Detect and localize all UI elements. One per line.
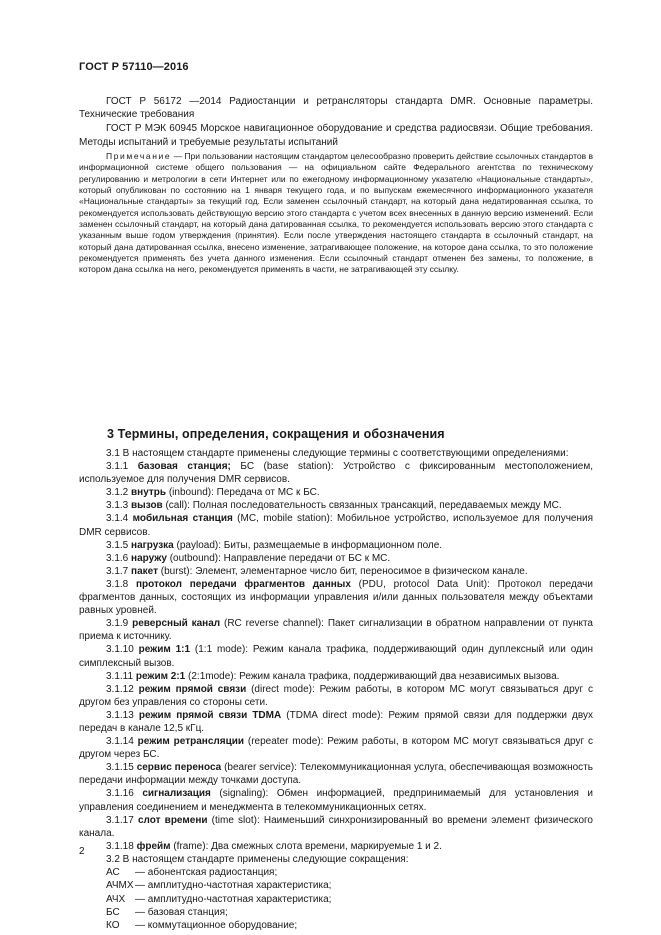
term-paragraph: 3.1.18 фрейм (frame): Два смежных слота времени, маркируемые 1 и 2.	[106, 840, 442, 852]
term-paragraph: 3.1.9 реверсный канал (RC reverse channel): Пакет сигнализации в обратном направлении от пункта приема к источнику.	[79, 618, 593, 643]
note-paragraph	[79, 151, 593, 276]
term-paragraph: 3.1.17 слот времени (time slot): Наименьший синхронизированный во времени элемент физического канала.	[79, 814, 593, 839]
term-paragraph: 3.1.16 сигнализация (signaling): Обмен информацией, предпринимаемый для установления и управления соединением и менеджмента в телекоммуникационных сетях.	[79, 788, 593, 813]
term-paragraph: 3.1.1 базовая станция; БС (base station): Устройство с фиксированным местоположением, используемое для получения DMR сервисов.	[79, 461, 593, 486]
section-heading: 3 Термины, определения, сокращения и обозначения	[107, 427, 445, 441]
term-paragraph: 3.1.6 наружу (outbound): Направление передачи от БС к МС.	[106, 552, 391, 564]
term-paragraph: 3.1 В настоящем стандарте применены следующие термины с соответствующими определениями:	[106, 448, 569, 459]
term-paragraph: 3.1.4 мобильная станция (МС, mobile station): Мобильное устройство, используемое для получения DMR сервисов.	[79, 513, 593, 538]
normative-references	[79, 95, 593, 150]
terms-list	[79, 447, 593, 932]
abbreviation-code: АЧМХ	[106, 880, 134, 892]
abbreviations-list	[79, 866, 593, 932]
reference-item: ГОСТ Р МЭК 60945 Морское навигационное оборудование и средства радиосвязи. Общие требования. Методы испытаний и требуемые результаты испытаний	[79, 123, 593, 148]
term-paragraph: 3.1.11 режим 2:1 (2:1mode): Режим канала трафика, поддерживающий два независимых вызова.	[106, 670, 560, 682]
abbreviation-code: КО	[106, 920, 120, 932]
term-paragraph: 3.1.5 нагрузка (payload): Биты, размещаемые в информационном поле.	[106, 539, 443, 551]
term-paragraph: 3.1.7 пакет (burst): Элемент, элементарное число бит, переносимое в физическом канале.	[106, 565, 528, 577]
abbreviation-row	[79, 906, 593, 919]
abbreviation-definition: — базовая станция;	[135, 906, 228, 918]
abbreviation-row	[79, 919, 593, 932]
page-number: 2	[79, 846, 85, 857]
abbreviation-code: БС	[106, 906, 120, 918]
term-paragraph: 3.1.14 режим ретрансляции (repeater mode): Режим работы, в котором МС могут связываться друг с другом через БС.	[79, 736, 593, 761]
abbreviation-definition: — амплитудно-частотная характеристика;	[135, 880, 332, 892]
abbreviation-code: АЧХ	[106, 893, 126, 905]
term-paragraph: 3.2 В настоящем стандарте применены следующие сокращения:	[106, 853, 409, 865]
note-label: Примечание	[106, 151, 172, 161]
abbreviation-definition: — абонентская радиостанция;	[135, 867, 278, 878]
abbreviation-definition: — коммутационное оборудование;	[135, 920, 298, 932]
term-paragraph: 3.1.13 режим прямой связи TDMA (TDMA direct mode): Режим прямой связи для поддержки двух передач в канале 12,5 кГц.	[79, 709, 593, 734]
term-paragraph: 3.1.15 сервис переноса (bearer service): Телекоммуникационная услуга, обеспечивающая возможность передачи информации между точками доступа.	[79, 762, 593, 787]
standard-header: ГОСТ Р 57110—2016	[79, 61, 189, 73]
abbreviation-row	[79, 866, 593, 879]
term-paragraph: 3.1.2 внутрь (inbound): Передача от МС к БС.	[106, 487, 320, 499]
reference-item: ГОСТ Р 56172 —2014 Радиостанции и ретрансляторы стандарта DMR. Основные параметры. Технические требования	[79, 96, 593, 121]
term-paragraph: 3.1.8 протокол передачи фрагментов данных (PDU, protocol Data Unit): Протокол передачи фрагментов данных, состоящих из информации управления и/или данных пользователя между объектами равных уровней.	[79, 578, 593, 617]
term-paragraph: 3.1.12 режим прямой связи (direct mode): Режим работы, в котором МС могут связываться друг с другом без управления со стороны сети.	[79, 683, 593, 708]
abbreviation-row	[79, 879, 593, 892]
abbreviation-row	[79, 893, 593, 906]
abbreviation-code: АС	[106, 867, 120, 878]
term-paragraph: 3.1.10 режим 1:1 (1:1 mode): Режим канала трафика, поддерживающий один дуплексный или один симплексный вызов.	[79, 644, 593, 669]
note-text: — При пользовании настоящим стандартом целесообразно проверить действие ссылочных стандартов в информационной системе общего пользования — на официальном сайте Федерального агентства по техническому регулированию и метрологии в сети Интернет или по ежегодному информационному указателю «Национальные стандарты», который опубликован по состоянию на 1 января текущего года, и по выпускам ежемесячного информационного указателя «Национальные стандарты» за текущий год. Если заменен ссылочный стандарт, на который дана недатированная ссылка, то рекомендуется использовать действующую версию этого стандарта с учетом всех внесенных в данную версию изменений. Если заменен ссылочный стандарт, на который дана датированная ссылка, то рекомендуется использовать версию этого стандарта с указанным выше годом утверждения (принятия). Если после утверждения настоящего стандарта в ссылочный стандарт, на который дана датированная ссылка, внесено изменение, затрагивающее положение, на которое дана ссылка, то это положение рекомендуется применять без учета данного изменения. Если ссылочный стандарт отменен без замены, то положение, в котором дана ссылка на него, рекомендуется применять в части, не затрагивающей эту ссылку.	[79, 151, 593, 275]
abbreviation-definition: — амплитудно-частотная характеристика;	[135, 893, 332, 905]
term-paragraph: 3.1.3 вызов (call): Полная последовательность связанных трансакций, передаваемых между МС.	[106, 500, 562, 512]
